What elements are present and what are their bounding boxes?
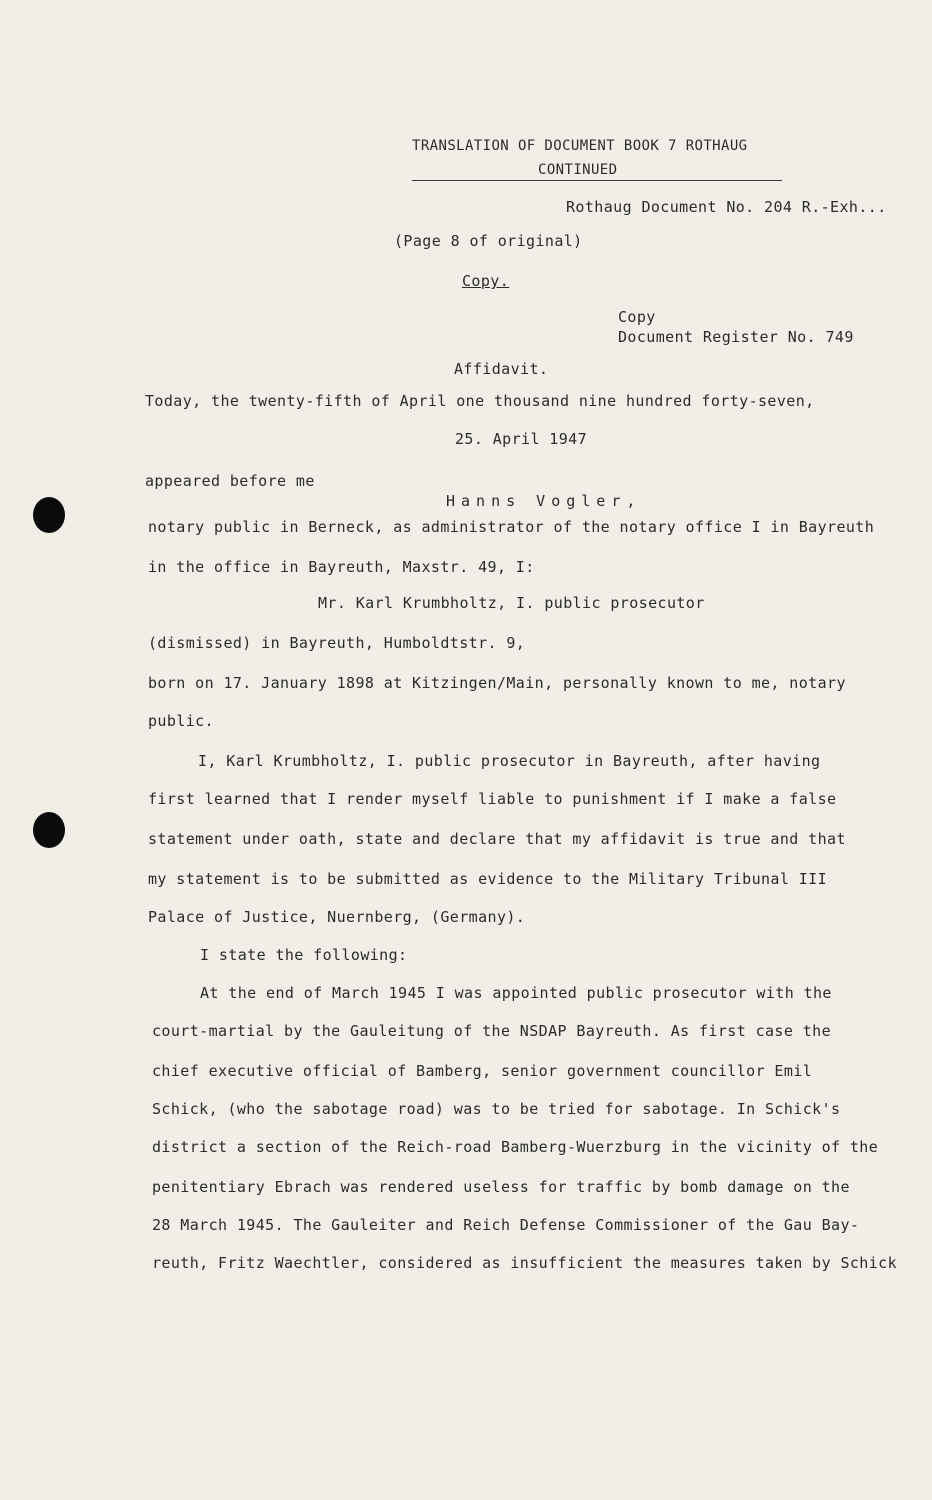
paragraph-line: statement under oath, state and declare that my affidavit is true and that (148, 830, 846, 848)
page-reference: (Page 8 of original) (394, 232, 583, 250)
header-continued: CONTINUED (538, 162, 618, 178)
paragraph-line: chief executive official of Bamberg, senior government councillor Emil (152, 1062, 813, 1080)
paragraph-line: my statement is to be submitted as evidence to the Military Tribunal III (148, 870, 828, 888)
paragraph-line: At the end of March 1945 I was appointed public prosecutor with the (200, 984, 832, 1002)
state-following: I state the following: (200, 946, 408, 964)
affidavit-title: Affidavit. (454, 360, 549, 378)
date-short: 25. April 1947 (455, 430, 588, 448)
paragraph-line: Palace of Justice, Nuernberg, (Germany). (148, 908, 526, 926)
paragraph-line: first learned that I render myself liable to punishment if I make a false (148, 790, 837, 808)
declarant-line: born on 17. January 1898 at Kitzingen/Main, personally known to me, notary (148, 674, 846, 692)
declarant-line: public. (148, 712, 215, 730)
paragraph-line: penitentiary Ebrach was rendered useless for traffic by bomb damage on the (152, 1178, 850, 1196)
register-number: Document Register No. 749 (618, 328, 854, 346)
document-reference: Rothaug Document No. 204 R.-Exh... (566, 198, 887, 216)
paragraph-line: I, Karl Krumbholtz, I. public prosecutor in Bayreuth, after having (198, 752, 821, 770)
notary-name: Hanns Vogler, (446, 492, 642, 510)
paragraph-line: Schick, (who the sabotage road) was to be tried for sabotage. In Schick's (152, 1100, 841, 1118)
appeared-line: appeared before me (145, 472, 315, 490)
paragraph-line: 28 March 1945. The Gauleiter and Reich Defense Commissioner of the Gau Bay- (152, 1216, 860, 1234)
register-copy: Copy (618, 308, 656, 326)
date-line: Today, the twenty-fifth of April one thousand nine hundred forty-seven, (145, 392, 815, 410)
notary-line: notary public in Berneck, as administrator of the notary office I in Bayreuth (148, 518, 875, 536)
punch-hole (33, 497, 65, 533)
notary-line: in the office in Bayreuth, Maxstr. 49, I: (148, 558, 535, 576)
header-title: TRANSLATION OF DOCUMENT BOOK 7 ROTHAUG (412, 138, 748, 154)
punch-hole (33, 812, 65, 848)
paragraph-line: reuth, Fritz Waechtler, considered as insufficient the measures taken by Schick (152, 1254, 898, 1272)
copy-label: Copy. (462, 272, 510, 290)
paragraph-line: district a section of the Reich-road Bamberg-Wuerzburg in the vicinity of the (152, 1138, 879, 1156)
declarant-line: (dismissed) in Bayreuth, Humboldtstr. 9, (148, 634, 526, 652)
header-rule (412, 180, 782, 181)
declarant-line: Mr. Karl Krumbholtz, I. public prosecutor (318, 594, 705, 612)
paragraph-line: court-martial by the Gauleitung of the NSDAP Bayreuth. As first case the (152, 1022, 832, 1040)
